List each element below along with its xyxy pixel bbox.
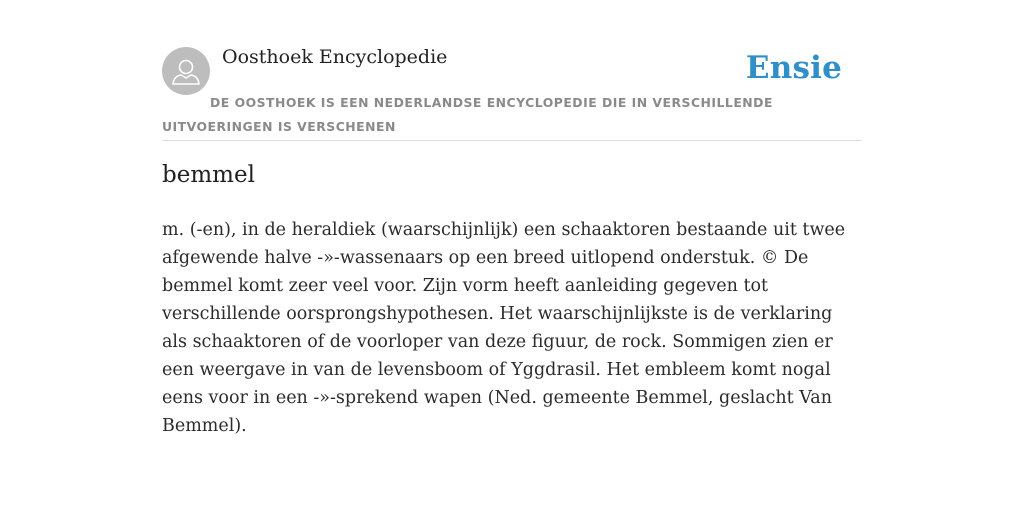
avatar[interactable] xyxy=(162,47,210,95)
entry-body: m. (-en), in de heraldiek (waarschijnlijk) een schaaktoren bestaande uit twee afgewende halve -»-wassenaars op een breed uitlopend onderstuk. © De bemmel komt zeer veel voor. Zijn vorm heeft aanleiding gegeven tot verschillende oorsprongshypothesen. Het waarschijnlijkste is de verklaring als schaaktoren of de voorloper van deze figuur, de rock. Sommigen zien er een weergave in van de levensboom of Yggdrasil. Het embleem komt nogal eens voor in een -»-sprekend wapen (Ned. gemeente Bemmel, geslacht Van Bemmel). xyxy=(162,220,846,436)
entry-title: bemmel xyxy=(162,162,255,188)
page-container xyxy=(162,0,862,436)
site-name[interactable]: Oosthoek Encyclopedie xyxy=(222,46,448,68)
header xyxy=(162,0,862,141)
site-tagline: DE OOSTHOEK IS EEN NEDERLANDSE ENCYCLOPEDIE DIE IN VERSCHILLENDE UITVOERINGEN IS VERSCHENEN xyxy=(162,95,773,134)
brand-logo[interactable]: Ensie xyxy=(745,50,842,86)
user-icon xyxy=(162,47,210,95)
